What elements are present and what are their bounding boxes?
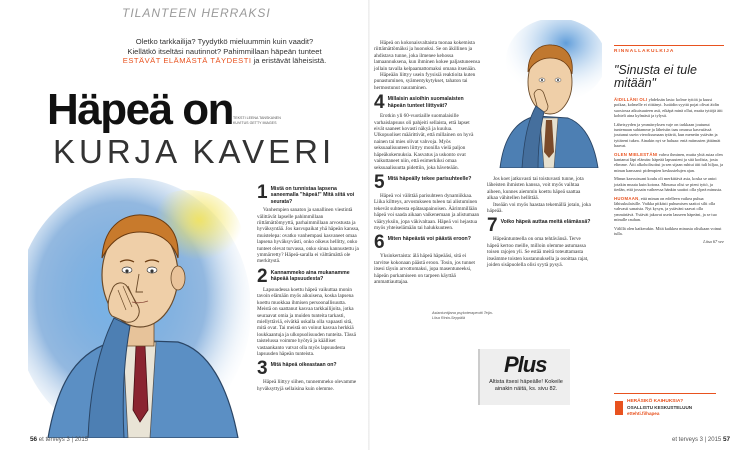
expert-caption: Asiantuntijana psykoterapeutti Teija-Liisa Rinta-Seppälä: [432, 311, 493, 320]
article-column-1: [257, 184, 361, 395]
page-gutter: [368, 0, 370, 450]
qa-item-7: [487, 217, 591, 268]
article-column-2: [374, 40, 480, 288]
sidebar-paragraph: Minun kasvuissani koulu oli merkittävä asia, koska se antoi jotakin muuta kuin kotona. Minussa olisi se pieni tyttö, ja tiedän, että jossain vaiheessa hänkin saattoi olla ylpeä minusta.: [614, 176, 723, 193]
question-number: 5: [374, 171, 385, 193]
page-number: 56: [30, 436, 38, 443]
intro-text: [82, 37, 367, 66]
section-title: TILANTEEN HERRAKSI: [122, 6, 271, 20]
discussion-promo[interactable]: [614, 393, 716, 422]
question-text: Miten häpeästä voi päästä eroon?: [387, 236, 471, 243]
question-number: 3: [257, 358, 268, 380]
sidebar-paragraph: ÄIDILLÄNI OLI yhdeksän lasta: kolme tyttöä ja kuusi poikaa, kolmelle ei riittänyt. Isoäidin syyttä pojat olivat äidin suosiossa aikuisuuteen asti, eikäpä minä ollut, mutta tyttöjä äiti kohteli aina kylmästi ja tylysti.: [614, 97, 723, 119]
answer-text: Häpeä liittyy siihen, tunnemmeko olevamme hyväksyttyjä sellaisina kuin olemme.: [257, 379, 357, 392]
answer-text: Jos koet jatkuvasti tai toistuvasti tunne, jota läheisten ihmisten kanssa, voit myös vaihtaa aiheen, kunnes aiemmin koettu häpeä saattaa alkaa vähitellen hellittää.: [487, 176, 584, 202]
question-text: Mistä on tunnistaa lapsena saneemalla "häpeä!" Mitä siitä voi seurata?: [270, 186, 355, 205]
qa-item-3: [257, 360, 361, 392]
question-number: 4: [374, 92, 385, 114]
question-number: 7: [487, 215, 498, 237]
question-number: 1: [257, 182, 268, 203]
credits-author: TEKSTI LEENA TANSKANEN: [233, 116, 281, 120]
sidebar-testimonial: [614, 45, 724, 248]
illustration-pensive-man: [28, 170, 250, 438]
right-folio: [672, 436, 730, 443]
magazine-issue: et terveys 3 | 2015: [672, 437, 722, 443]
illustration-worried-man: [492, 20, 602, 168]
question-number: 6: [374, 232, 385, 254]
sidebar-paragraph: OLEN MIELESTÄNI vahva ihminen, mutta yhtä asiaa olen kantanut läpi elämän: häpeää lapsuuteni ja sitä kodista, josta elimme. Äiti alkoholisoitui ja sen sijaan ruhtui äiti tuli hiljaa, ja minun kanssani: pidempien keskustelujen ajan.: [614, 151, 724, 173]
sidebar-body: [614, 97, 724, 245]
plus-text: Altista itsesi häpeälle! Kokeile ainakin näitä, ks. sivu 82.: [489, 379, 563, 392]
promo-subheading: OSALLISTU KESKUSTELUUN: [627, 405, 693, 410]
article-column-3: [487, 176, 591, 271]
intro-highlight: ESTÄVÄT ELÄMÄSTÄ TÄYDESTI: [122, 56, 252, 66]
question-text: Mitä häpeä oikeastaan on?: [270, 362, 337, 369]
question-text: Millaisin asioihin suomalaisten häpeän tunteet liittyvät?: [387, 96, 464, 109]
promo-badge-icon: [615, 401, 623, 415]
question-number: 2: [257, 265, 268, 287]
sidebar-tag: RINNALLAKULKIJA: [614, 45, 724, 54]
answer-text: Häpeä on kokonaisvaltaista tuonaa kokemista riittämättömäksi ja huonoksi. Se on äkillinen ja ahdistava tunne, joka ilmenee kehossa lamaannuksena, kun ihminen kokee paljastuneensa jollain tavalla kelpaamattomaksi omana itsenään.: [374, 40, 480, 72]
sidebar-paragraph: Välillä olen katkerakin. Mitä kaikkea minusta olisikaan voinut tulla.: [614, 225, 722, 236]
answer-text: Häpeään liittyy usein fyysisiä reaktioita kuten punastuminen, syämentykytykset, tahaton tai hermostunut nauraminen.: [374, 72, 476, 91]
answer-text: Lapsuudessa koettu häpeä vaikuttaa monin tavoin elämään myös aikuisena, koska lapsena koettu muokkaa ihmisen persoonallisuutta. Meistä on saattanut kasvaa tarkkailijoita, jotka seuraavat omia ja muiden tunteita tarkasti, miellyttäviä, eivätkä uskalla olla vapaasti sitä, mitä ovat. Tai meistä on voinut kasvaa herkkiä loukkaantuja ja ulkopuolisuuden tunteita. Tässä taistelussa voimme hyötyä ja käälliset vastaankanto vatvat olla myös lapsuudesta lapsuuden häpeän tunteista.: [257, 286, 356, 357]
qa-item-4: [374, 94, 480, 171]
plus-box: [478, 349, 570, 405]
plus-heading: Plus: [504, 352, 547, 377]
article-credits: [233, 116, 281, 126]
question-text: Kannammeko aina mukanamme häpeää lapsuudesta?: [270, 269, 350, 283]
qa-item-2: [257, 265, 361, 357]
qa-item-5: [374, 171, 480, 231]
intro-line-1: Oletko tarkkailija? Tyydytkö mieluummin kuin vaadit?: [135, 37, 314, 46]
intro-tail: ja eristävät läheisistä.: [251, 56, 327, 66]
intro-line-3: [82, 56, 367, 66]
promo-link[interactable]: ettehti.fi/hapea: [627, 411, 660, 416]
left-folio: [30, 436, 88, 443]
intro-line-2: Kiellätkö itseltäsi nautinnot? Pahimmillaan häpeän tunteet: [127, 46, 322, 56]
promo-heading: HERÄSIKÖ KAIHUKSIA?: [627, 399, 684, 404]
sidebar-paragraph: Läheisyyden ja ymmärryksen vaje on tarkkaan joutunut tuntemaan suhtamme ja läheisiin taas omassa kasvuiässä joutunut usein vieroksumaan tytärtä, kun menetin ystävän ja tyttäreni tukea. Ainakin nyt se haluaa: entä miinusten jättämät haavat.: [614, 121, 721, 149]
credits-illustration: KUVITUS GETTY IMAGES: [233, 121, 277, 125]
answer-text: Vanhempien sanaton ja sanallinen viestintä välittävät lapselle pahimmillaan riittämättömyyttä, parhaimmillaan arvostusta ja hyväksyntää. Jos kasvupaikat yhä häpeän kanssa, muistelepa: ovatko vanhempasi kasvaneet omaa lapsena hyväksyvästi, onko oikeus hellitty, onko tunteet olevat turvassa, onko sinua kannustettu ja ymmärretty? Häpeä-saralla ei välttämättä ole merkitystä.: [257, 207, 360, 265]
answer-text: Erotkin yli 60-vuotiaille suomalaisille varhaislapsuus oli pahjeiti sellaista, että lapset eivät saaneet kovasti näkyä ja kuulua. Ulkopuoliset määrittivät, että millainen on hyvä nainen tai mies olivat vahvoja. Myös seksuaalisuuteen liittyy monilla vielä paljon häpeäkokemuksia. Kasvatus ja uskonto ovat vaikuttaneet niin, että esimerkiksi omaa seksuaalisuutta pidettiin, joka häveteään.: [374, 113, 474, 171]
answer-text: Häpeä voi välittää parisuhteen dynamiikkaa. Liika kiltteys, arvostukseen tuleen tai alistuminen tekevät suhteesta epätasapainoisen. Äärimmillään häpeä voi saada aikaan vaikenemaan ja alistumaan vääryyksiin, jopa väkivaltaan. Häpeä voi hejastua myös yhteiselämään tai halukkuuteen.: [374, 192, 480, 231]
page-number: 57: [722, 436, 731, 443]
qa-item-1: [257, 184, 361, 265]
answer-text: Itseään voi myös haastaa tekemällä jotain, joka häpeää.: [487, 201, 591, 215]
answer-text: Yksinkertaista: älä häpeä häpeääsi, sitä ei tarvitse kokonaan päästä eroon. Tosin, jos tunnet itsesi täysin arvottomaksi, jopa masentuneeksi, häpeän purkamiseen on tarpeen käyttää ammattiauttajaa.: [374, 253, 475, 285]
sidebar-byline: Liisa 67 vee: [703, 239, 724, 245]
magazine-issue: et terveys 3 | 2015: [38, 437, 89, 443]
question-text: Mitä häpeälly tekee parisuhteelle?: [387, 175, 472, 182]
headline-line-2: KURJA KAVERI: [53, 133, 336, 170]
question-text: Voiko häpeä auttaa meitä elämässä?: [500, 219, 591, 226]
sidebar-title: "Sinusta ei tule mitään": [614, 63, 697, 90]
qa-item-6: [374, 234, 480, 285]
answer-text: Häpeäntunteella on oma tehtävänsä. Terve häpeä kertoo meille, milloin olemme astumassa toisen rajojen yli. Se estää meitä toteuttamasta itseämme toisten kustannuksella ja osoittaa rajat, joiden sisäpuolella olisi syytä pysyä.: [487, 236, 589, 269]
sidebar-paragraph: HUOMAAN, että minun on edelleen vaikea puhua lähisukulaisille. Vaikka pitkästi puhumisen saattoi silti olla vahvasti sanaista. Nyt kysyn, ja ystäväni saavat olla ymmärtävä. Ystävät jakavat usein lauseen häpeäni, ja se tuo minulle rauhan.: [614, 195, 717, 223]
headline-line-1: Häpeä on: [47, 85, 234, 134]
